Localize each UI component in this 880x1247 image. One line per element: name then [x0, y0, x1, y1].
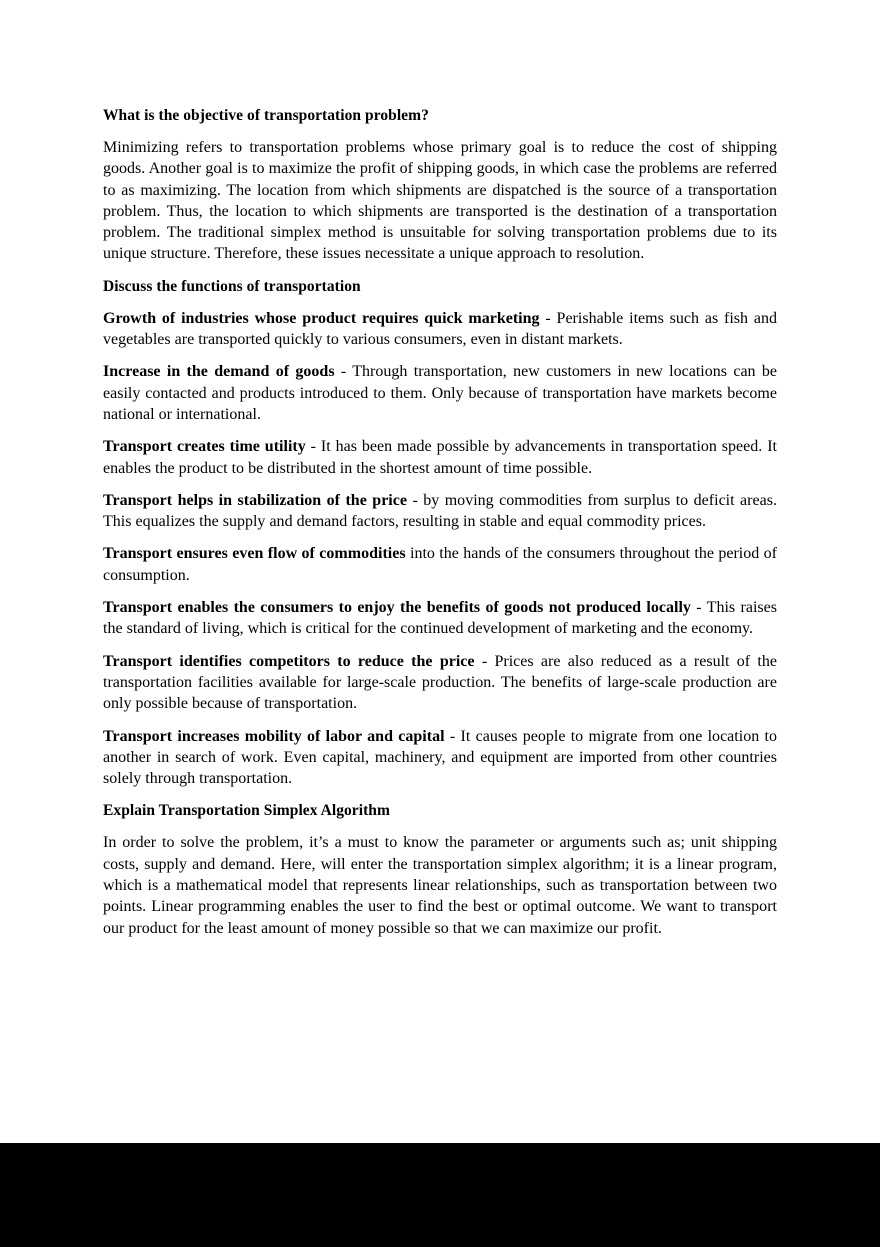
- paragraph-lead-in: Transport ensures even flow of commodities: [103, 545, 406, 563]
- paragraph-lead-in: Transport identifies competitors to reduce the price: [103, 652, 475, 670]
- paragraph-body-text: Minimizing refers to transportation problems whose primary goal is to reduce the cost of shipping goods. Another goal is to maximize the profit of shipping goods, in which case the problems are referred to as maximizing. The location from which shipments are dispatched is the source of a transportation problem. Thus, the location to which shipments are transported is the destination of a transportation problem. The traditional simplex method is unsuitable for solving transportation problems due to its unique structure. Therefore, these issues necessitate a unique approach to resolution.: [103, 139, 777, 263]
- paragraph-transport-stabilization-of-price: [103, 490, 777, 533]
- paragraph-body-text: - Prices are also reduced as a result of the transportation facilities available for large-scale production. The benefits of large-scale production are only possible because of transportation.: [103, 652, 778, 713]
- paragraph-body-text: - It has been made possible by advancements in transportation speed. It enables the product to be distributed in the shortest amount of time possible.: [103, 438, 777, 477]
- paragraph-lead-in: Increase in the demand of goods: [103, 363, 335, 381]
- paragraph-transport-identifies-competitors: [103, 651, 777, 715]
- bottom-black-bar: [0, 1143, 880, 1247]
- heading-transportation-simplex-algorithm: Explain Transportation Simplex Algorithm: [103, 802, 390, 820]
- paragraph-lead-in: Transport helps in stabilization of the price: [103, 491, 407, 509]
- heading-functions-of-transportation: Discuss the functions of transportation: [103, 277, 361, 295]
- paragraph-body-text: into the hands of the consumers throughout the period of consumption.: [103, 545, 778, 584]
- paragraph-simplex-algorithm-explanation: [103, 832, 777, 938]
- paragraph-body-text: - by moving commodities from surplus to deficit areas. This equalizes the supply and demand factors, resulting in stable and equal commodity prices.: [103, 491, 777, 531]
- paragraph-transport-mobility-of-labor-and-capital: [103, 726, 777, 790]
- paragraph-increase-in-demand-of-goods: [103, 361, 777, 425]
- paragraph-minimizing-definition: [103, 137, 777, 265]
- paragraph-lead-in: Transport enables the consumers to enjoy the benefits of goods not produced locally: [103, 599, 691, 617]
- paragraph-lead-in: Transport increases mobility of labor and capital: [103, 727, 445, 745]
- paragraph-lead-in: Transport creates time utility: [103, 438, 306, 456]
- paragraph-body-text: - Through transportation, new customers in new locations can be easily contacted and products introduced to them. Only because of transportation have markets become national or international.: [103, 363, 778, 423]
- paragraph-transport-even-flow-of-commodities: [103, 543, 777, 586]
- paragraph-body-text: - Perishable items such as fish and vegetables are transported quickly to various consumers, even in distant markets.: [103, 309, 777, 349]
- paragraph-lead-in: Growth of industries whose product requires quick marketing: [103, 309, 540, 327]
- paragraph-body-text: - It causes people to migrate from one location to another in search of work. Even capital, machinery, and equipment are imported from other countries solely through transportation.: [103, 727, 777, 788]
- paragraph-body-text: In order to solve the problem, it’s a must to know the parameter or arguments such as; unit shipping costs, supply and demand. Here, will enter the transportation simplex algorithm; it is a linear program, which is a mathematical model that represents linear relationships, such as transportation between two points. Linear programming enables the user to find the best or optimal outcome. We want to transport our product for the least amount of money possible so that we can maximize our profit.: [103, 834, 777, 937]
- heading-objective-of-transportation-problem: What is the objective of transportation problem?: [103, 107, 429, 124]
- document-content: [103, 105, 777, 939]
- paragraph-body-text: - This raises the standard of living, which is critical for the continued development of marketing and the economy.: [103, 599, 777, 638]
- paragraph-growth-of-industries: [103, 308, 777, 351]
- paragraph-transport-benefits-of-goods-not-produced-locally: [103, 597, 777, 640]
- paragraph-transport-creates-time-utility: [103, 436, 777, 479]
